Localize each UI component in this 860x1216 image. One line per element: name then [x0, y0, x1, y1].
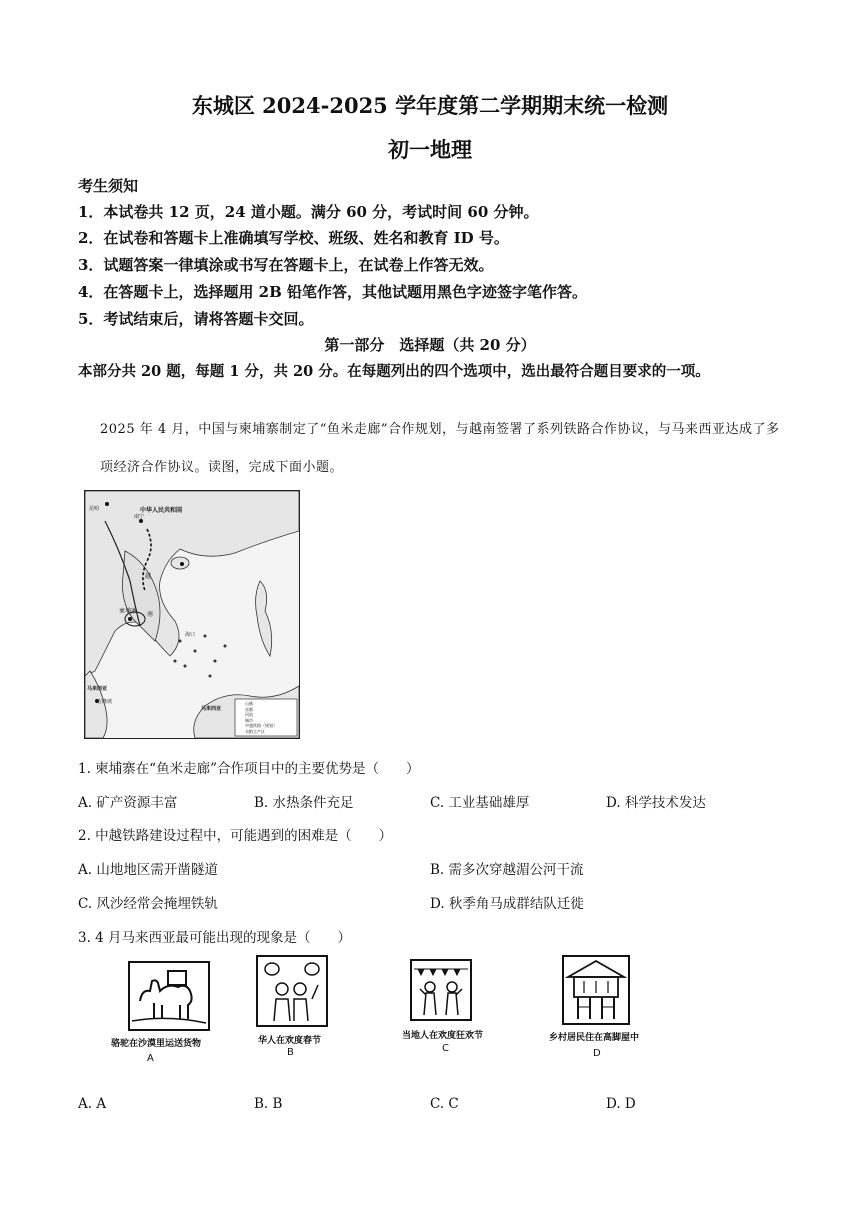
exam-subtitle: 初一地理: [388, 137, 472, 162]
map-label-malaysia-east: 马来西亚: [201, 706, 222, 712]
picture-b-letter: B: [287, 1047, 294, 1058]
map-label-malaysia: 马来西亚: [87, 686, 108, 692]
q1-option-a[interactable]: A. 矿产资源丰富: [78, 795, 178, 811]
q2-option-b[interactable]: B. 需多次穿越湄公河干流: [430, 862, 584, 878]
southeast-asia-map: [84, 490, 300, 739]
spring-festival-icon: [256, 955, 328, 1027]
question-1: 1. 柬埔寨在“鱼米走廊”合作项目中的主要优势是（ ）: [78, 761, 420, 777]
q3-option-a[interactable]: A. A: [78, 1096, 107, 1112]
legend-item: 城市: [245, 717, 253, 723]
carnival-icon: [410, 959, 472, 1021]
picture-a-letter: A: [147, 1053, 154, 1064]
legend-item: 中越铁路（规划）: [245, 723, 277, 728]
picture-a: [128, 961, 210, 1031]
question-3: 3. 4 月马来西亚最可能出现的现象是（ ）: [78, 930, 352, 946]
notice-heading: 考生须知: [78, 177, 139, 195]
picture-a-caption: 骆驼在沙漠里运送货物: [111, 1039, 202, 1049]
picture-c-letter: C: [442, 1043, 449, 1054]
section-instructions: 本部分共 20 题，每题 1 分，共 20 分。在每题列出的四个选项中，选出最符合题目要求的一项。: [78, 363, 710, 380]
picture-c-caption: 当地人在欢度狂欢节: [402, 1031, 484, 1041]
map-label-vietnam-1: 越: [145, 573, 152, 580]
question-stem: 2025 年 4 月，中国与柬埔寨制定了“鱼米走廊”合作规划，与越南签署了系列铁路合作协议，与马来西亚达成了多项经济合作协议。读图，完成下面小题。: [100, 422, 780, 475]
map-label-haikou: 海口: [185, 632, 196, 638]
picture-c: [410, 959, 472, 1021]
picture-d-caption: 乡村居民住在高脚屋中: [549, 1033, 640, 1043]
map-legend: [245, 701, 277, 734]
q2-option-a[interactable]: A. 山地地区需开凿隧道: [78, 862, 218, 878]
legend-item: 水稻主产区: [245, 728, 265, 734]
picture-d: [562, 955, 630, 1025]
legend-item: 首都: [245, 706, 253, 712]
map-label-china: 中华人民共和国: [140, 507, 183, 514]
section-title: 第一部分 选择题（共 20 分）: [324, 336, 536, 354]
question-2: 2. 中越铁路建设过程中，可能遇到的困难是（ ）: [78, 828, 393, 844]
notice-item: 3．试题答案一律填涂或书写在答题卡上，在试卷上作答无效。: [78, 256, 494, 274]
picture-b-caption: 华人在欢度春节: [258, 1036, 322, 1046]
exam-title: 东城区 2024-2025 学年度第二学期期末统一检测: [191, 93, 669, 118]
map-label-kualalumpur: 吉隆坡: [97, 699, 113, 705]
notice-item: 4．在答题卡上，选择题用 2B 铅笔作答，其他试题用黑色字迹签字笔作答。: [78, 283, 587, 301]
stilt-house-icon: [562, 955, 630, 1025]
notice-item: 2．在试卷和答题卡上准确填写学校、班级、姓名和教育 ID 号。: [78, 229, 509, 247]
q1-option-c[interactable]: C. 工业基础雄厚: [430, 795, 530, 811]
q2-option-c[interactable]: C. 风沙经常会掩埋铁轨: [78, 896, 218, 912]
notice-item: 5．考试结束后，请将答题卡交回。: [78, 310, 314, 328]
map-label-nanning: 南宁: [134, 514, 145, 520]
q3-option-c[interactable]: C. C: [430, 1096, 459, 1112]
picture-d-letter: D: [593, 1048, 601, 1059]
q1-option-d[interactable]: D. 科学技术发达: [606, 795, 706, 811]
map-label-cambodia: 柬埔寨: [119, 608, 138, 615]
legend-item: 山脉: [245, 701, 253, 706]
q2-option-d[interactable]: D. 秋季角马成群结队迁徙: [430, 896, 584, 912]
map-label-vietnam-2: 南: [147, 611, 154, 618]
picture-b: [256, 955, 328, 1027]
notice-item: 1．本试卷共 12 页，24 道小题。满分 60 分，考试时间 60 分钟。: [78, 203, 539, 221]
q1-option-b[interactable]: B. 水热条件充足: [254, 795, 354, 811]
q3-option-d[interactable]: D. D: [606, 1096, 636, 1112]
map-label-kunming: 昆明: [89, 506, 100, 512]
legend-item: 河流: [245, 712, 253, 717]
camel-icon: [128, 961, 210, 1031]
q3-option-b[interactable]: B. B: [254, 1096, 283, 1112]
